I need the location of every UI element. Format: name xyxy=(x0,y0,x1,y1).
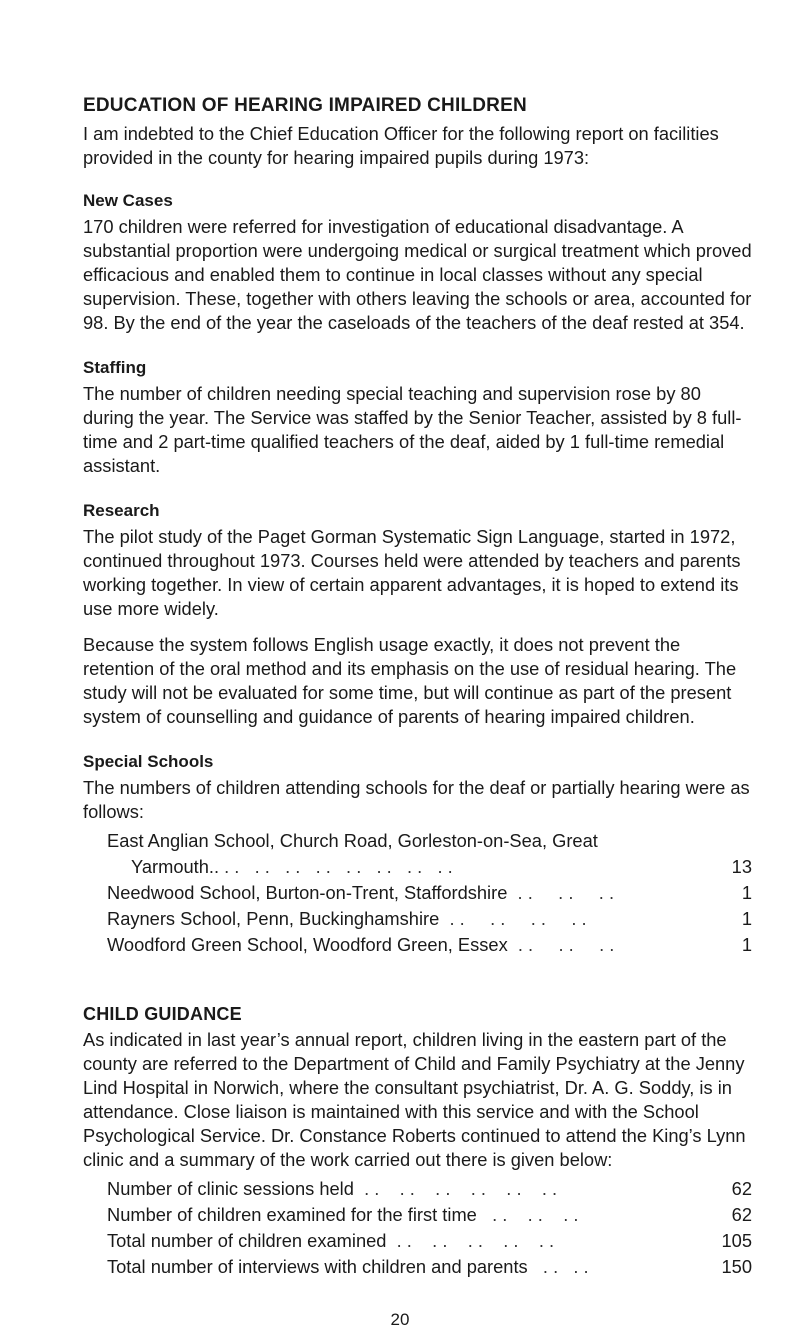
leader-dots: . . . . . . . . . . xyxy=(386,1230,555,1251)
page-number: 20 xyxy=(390,1310,410,1329)
clinic-stats-list xyxy=(107,1176,752,1280)
school-name: Needwood School, Burton-on-Trent, Staffordshire xyxy=(107,882,508,903)
leader-dots: . . . . . . . . . . . . . . . . xyxy=(219,856,453,877)
school-row xyxy=(107,828,752,854)
leader-dots: . . . . . . xyxy=(476,1204,579,1225)
stat-row xyxy=(107,1228,752,1254)
stat-value: 105 xyxy=(721,1230,752,1251)
leader-dots: . . . . xyxy=(527,1256,589,1277)
school-name: Woodford Green School, Woodford Green, Essex xyxy=(107,934,508,955)
heading-special-schools: Special Schools xyxy=(83,752,214,771)
new-cases-paragraph: 170 children were referred for investigation of educational disadvantage. A substantial proportion were undergoing medical or surgical treatment which proved efficacious and enabled them to continue in local classes without any special supervision. These, together with others leaving the schools or area, accounted for 98. By the end of the year the caseloads of the teachers of the deaf rested at 354. xyxy=(83,216,752,333)
school-name-cont: Yarmouth.. xyxy=(131,856,220,877)
school-row xyxy=(107,906,752,932)
leader-dots: . . . . . . xyxy=(507,934,615,955)
school-count: 1 xyxy=(741,882,752,903)
research-paragraph-1: The pilot study of the Paget Gorman Systematic Sign Language, started in 1972, continued throughout 1973. Courses held were attended by teachers and parents working together. In view of certain apparent advantages, it is hoped to extend its use more widely. xyxy=(83,526,741,619)
leader-dots: . . . . . . . . . . . . xyxy=(353,1178,558,1199)
school-row xyxy=(107,880,752,906)
stat-row xyxy=(107,1176,752,1202)
leader-dots: . . . . . . . . xyxy=(439,908,587,929)
school-row-continuation xyxy=(107,854,752,880)
research-paragraph-2: Because the system follows English usage exactly, it does not prevent the retention of the oral method and its emphasis on the use of residual hearing. The study will not be evaluated for some time, but will continue as part of the present system of counselling and guidance of parents of hearing impaired children. xyxy=(83,634,737,727)
section-title-education: EDUCATION OF HEARING IMPAIRED CHILDREN xyxy=(83,95,527,116)
child-guidance-paragraph: As indicated in last year’s annual report, children living in the eastern part of the county are referred to the Department of Child and Family Psychiatry at the Jenny Lind Hospital in Norwich, where the consultant psychiatrist, Dr. A. G. Soddy, is in attendance. Close liaison is maintained with this service and with the School Psychological Service. Dr. Constance Roberts continued to attend the King’s Lynn clinic and a summary of the work carried out there is given below: xyxy=(83,1029,746,1170)
heading-staffing: Staffing xyxy=(83,358,147,377)
staffing-paragraph: The number of children needing special teaching and supervision rose by 80 during the year. The Service was staffed by the Senior Teacher, assisted by 8 full-time and 2 part-time qualified teachers of the deaf, aided by 1 full-time remedial assistant. xyxy=(83,383,742,476)
stat-label: Total number of interviews with children and parents xyxy=(107,1256,528,1277)
section-title-child-guidance: CHILD GUIDANCE xyxy=(83,1004,242,1024)
school-count: 13 xyxy=(731,856,752,877)
leader-dots: . . . . . . xyxy=(507,882,615,903)
schools-list xyxy=(107,828,752,958)
stat-label: Number of children examined for the first time xyxy=(107,1204,477,1225)
stat-row xyxy=(107,1202,752,1228)
heading-research: Research xyxy=(83,501,160,520)
school-row xyxy=(107,932,752,958)
stat-row xyxy=(107,1254,752,1280)
school-name: Rayners School, Penn, Buckinghamshire xyxy=(107,908,440,929)
stat-value: 150 xyxy=(721,1256,752,1277)
stat-value: 62 xyxy=(731,1178,752,1199)
special-schools-paragraph: The numbers of children attending schools for the deaf or partially hearing were as follows: xyxy=(83,777,750,822)
school-count: 1 xyxy=(741,908,752,929)
school-count: 1 xyxy=(741,934,752,955)
intro-paragraph: I am indebted to the Chief Education Officer for the following report on facilities provided in the county for hearing impaired pupils during 1973: xyxy=(83,123,719,168)
heading-new-cases: New Cases xyxy=(83,191,173,210)
stat-value: 62 xyxy=(731,1204,752,1225)
stat-label: Total number of children examined xyxy=(107,1230,387,1251)
school-name: East Anglian School, Church Road, Gorleston-on-Sea, Great xyxy=(107,830,598,851)
stat-label: Number of clinic sessions held xyxy=(107,1178,354,1199)
